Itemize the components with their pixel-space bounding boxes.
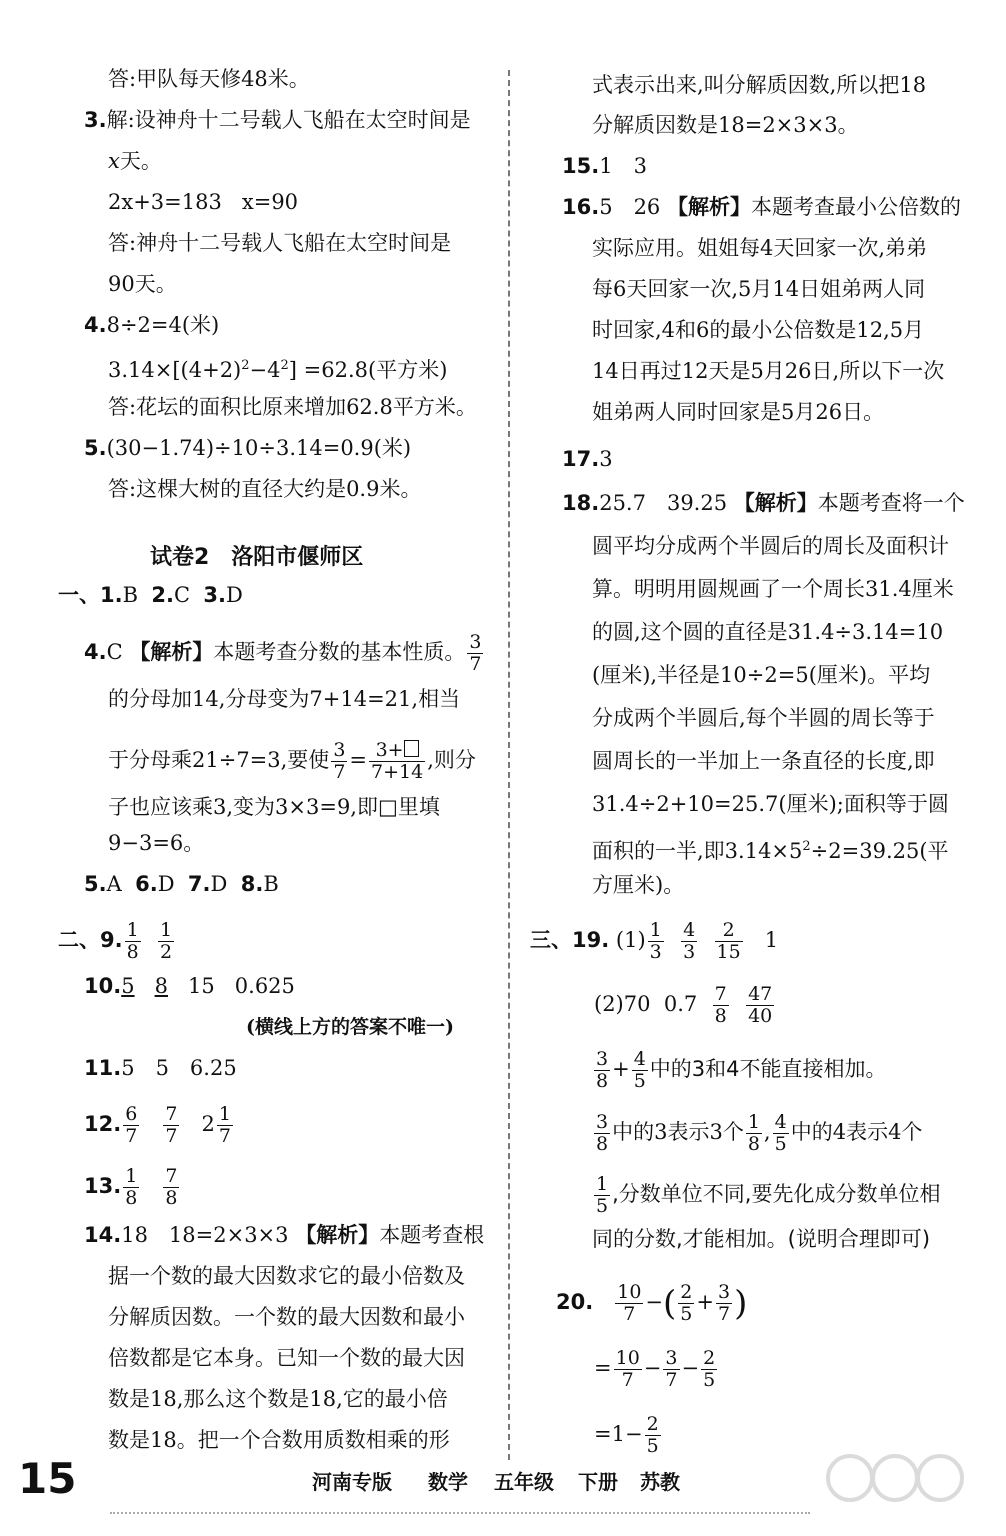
q14-line6: 数是18。把一个合数用质数相乘的形: [108, 1428, 450, 1452]
q-answer: 70: [623, 992, 651, 1016]
numerator: 1: [160, 919, 173, 941]
footer-edition: 苏教: [640, 1470, 680, 1494]
numerator: 7: [714, 983, 727, 1005]
sub-label: (1): [615, 928, 646, 952]
analysis-text: 本题考查分数的基本性质。: [213, 640, 466, 664]
q-answer: 18 18=2×3×3: [121, 1223, 289, 1247]
q16-line3: 每6天回家一次,5月14日姐弟两人同: [592, 277, 926, 301]
q19-line1: [530, 920, 778, 963]
q4c-line3: [108, 740, 476, 783]
text: 面积的一半,即3.14×5: [592, 839, 803, 863]
eq-part: 2x+3=183: [108, 190, 222, 214]
q-number: 16.: [562, 195, 600, 219]
text: 中的3表示3个: [612, 1120, 744, 1144]
footer-decoration: [110, 1512, 810, 1524]
denominator: 7: [165, 1125, 178, 1147]
q4c-line1: [84, 632, 485, 675]
denominator: 7+14: [371, 761, 424, 783]
fraction: [746, 984, 774, 1027]
fraction: [715, 920, 743, 963]
q4c-line2: 的分母加14,分母变为7+14=21,相当: [108, 687, 461, 711]
q-number: 6.: [135, 872, 158, 896]
blank-answer: 8: [154, 974, 168, 998]
section-title: 试卷2 洛阳市偃师区: [150, 545, 364, 570]
part-label: 一、: [58, 583, 100, 607]
q3-line2: [108, 148, 162, 174]
q3-answer2: 90天。: [108, 272, 177, 296]
q-number: 10.: [84, 974, 122, 998]
denominator: 40: [748, 1005, 773, 1027]
sub-label: (2): [594, 992, 624, 1016]
numerator: 3: [469, 631, 482, 653]
numerator: 2: [646, 1413, 659, 1435]
q-answer: D: [210, 872, 228, 896]
fraction: [217, 1104, 233, 1147]
numerator: 1: [596, 1173, 609, 1195]
q3-text: 解:设神舟十二号载人飞船在太空时间是: [106, 108, 471, 132]
q-number: 19.: [572, 928, 610, 952]
q-answer: D: [226, 583, 243, 607]
denominator: 7: [218, 1125, 231, 1147]
q-answer: 15: [188, 974, 215, 998]
fraction: [369, 740, 425, 783]
q19-expl3: [592, 1174, 940, 1217]
denominator: 5: [646, 1435, 659, 1457]
denominator: 7: [333, 761, 346, 783]
q4-number: 4.: [84, 313, 107, 337]
q-number: 18.: [562, 491, 600, 515]
numerator: 7: [165, 1165, 178, 1187]
q18-line5: (厘米),半径是10÷2=5(厘米)。平均: [592, 663, 931, 687]
fraction: [331, 740, 347, 783]
fraction: [678, 1282, 694, 1325]
denominator: 3: [649, 941, 662, 963]
q4-line1: [84, 312, 219, 338]
footer-volume: 下册: [578, 1470, 618, 1494]
q16-line6: 姐弟两人同时回家是5月26日。: [592, 400, 885, 424]
q15-line: [562, 153, 647, 179]
text: 中的3和4不能直接相加。: [649, 1057, 887, 1081]
q-number: 2.: [151, 583, 174, 607]
q-number: 3.: [203, 583, 227, 607]
denominator: 5: [703, 1369, 716, 1391]
q16-line5: 14日再过12天是5月26日,所以下一次: [592, 359, 945, 383]
q-answer: B: [263, 872, 279, 896]
q18-line10: 方厘米)。: [592, 873, 685, 897]
denominator: 15: [716, 941, 741, 963]
fraction: [716, 1282, 732, 1325]
text: ÷2=39.25(平: [810, 839, 949, 863]
q14-line2: 据一个数的最大因数求它的最小倍数及: [108, 1264, 465, 1288]
q5-answer: 答:这棵大树的直径大约是0.9米。: [108, 477, 422, 501]
blank-box: [404, 740, 419, 757]
q4-part: −4: [249, 358, 281, 382]
q-answer: 1 3: [599, 154, 647, 178]
q-answer: C: [106, 640, 123, 664]
q16-line4: 时回家,4和6的最小公倍数是12,5月: [592, 318, 925, 342]
fraction: [163, 1166, 179, 1209]
numerator: 1: [125, 1165, 138, 1187]
fraction: [713, 984, 729, 1027]
q14-line5: 数是18,那么这个数是18,它的最小倍: [108, 1387, 448, 1411]
numerator: 4: [774, 1111, 787, 1133]
numerator: 3: [596, 1111, 609, 1133]
q-answer: C: [173, 583, 191, 607]
fraction: [594, 1174, 610, 1217]
denominator: 7: [623, 1303, 636, 1325]
text: ,: [763, 1120, 771, 1144]
fraction: [163, 1104, 179, 1147]
numerator: 2: [680, 1281, 693, 1303]
fraction: [645, 1414, 661, 1457]
text: 于分母乘21÷7=3,要使: [108, 748, 330, 772]
q-number: 5.: [84, 872, 107, 896]
q16-line1: [562, 194, 961, 220]
fraction: [594, 1112, 610, 1155]
q18-line3: 算。明明用圆规画了一个周长31.4厘米: [592, 577, 954, 601]
footer-region: 河南专版: [312, 1470, 392, 1494]
analysis-text: 本题考查根: [379, 1223, 485, 1247]
q-answer: 0.7: [663, 992, 698, 1016]
fraction: [615, 1282, 643, 1325]
q19-line2: [594, 984, 776, 1027]
fraction: [701, 1348, 717, 1391]
q-number: 15.: [562, 154, 600, 178]
numerator: 3: [333, 739, 346, 761]
denominator: 7: [621, 1369, 634, 1391]
superscript: 2: [802, 839, 811, 854]
page-number: 15: [18, 1454, 77, 1503]
text: 中的4表示4个: [790, 1120, 923, 1144]
denominator: 5: [680, 1303, 693, 1325]
numerator-text: 3+: [375, 739, 404, 761]
numerator: 2: [715, 920, 743, 942]
numerator: 1: [126, 919, 139, 941]
q13-line: [84, 1166, 181, 1209]
superscript: 2: [241, 358, 250, 373]
q9-line: [58, 920, 176, 963]
part-label: 三、: [530, 928, 572, 952]
denominator: 8: [125, 1187, 138, 1209]
denominator: 7: [125, 1125, 138, 1147]
q-number: 11.: [84, 1056, 122, 1080]
fraction: [123, 1166, 139, 1209]
fraction: [594, 1049, 610, 1092]
denominator: 8: [596, 1070, 609, 1092]
q10-note: (横线上方的答案不唯一): [246, 1016, 454, 1038]
column-divider: [508, 70, 510, 1460]
blank-answer: 5: [121, 974, 135, 998]
footer-grade: 五年级: [494, 1470, 554, 1494]
q-number: 13.: [84, 1174, 122, 1198]
numerator: 4: [633, 1048, 646, 1070]
denominator: 2: [160, 941, 173, 963]
superscript: 2: [280, 358, 289, 373]
q-answer: 0.625: [234, 974, 295, 998]
q18-line9: [592, 834, 949, 864]
q3-line: [84, 107, 471, 133]
analysis-tag: 【解析】: [666, 195, 751, 219]
q5-text: (30−1.74)÷10÷3.14=0.9(米): [106, 436, 412, 460]
q18-line4: 的圆,这个圆的直径是31.4÷3.14=10: [592, 620, 944, 644]
denominator: 8: [714, 1005, 727, 1027]
numerator: 6: [125, 1103, 138, 1125]
q3-text2: 天。: [119, 149, 162, 173]
numerator: 7: [165, 1103, 178, 1125]
numerator: 10: [615, 1347, 640, 1369]
r-line2: 分解质因数是18=2×3×3。: [592, 113, 859, 137]
numerator: 3: [718, 1281, 731, 1303]
fraction: [123, 1104, 139, 1147]
q4-line2: [108, 353, 447, 383]
denominator: 8: [747, 1133, 760, 1155]
numerator: 10: [617, 1281, 642, 1303]
left-paren: (: [663, 1283, 677, 1324]
numerator: [369, 740, 425, 762]
analysis-tag: 【解析】: [733, 491, 818, 515]
q3-number: 3.: [84, 108, 107, 132]
analysis-text: 本题考查最小公倍数的: [750, 195, 961, 219]
q5-line1: [84, 435, 411, 461]
numerator: 1: [218, 1103, 231, 1125]
part1-row1: [58, 582, 243, 608]
denominator: 7: [469, 653, 482, 675]
q4-part: 3.14×[(4+2): [108, 358, 242, 382]
q16-line2: 实际应用。姐姐每4天回家一次,弟弟: [592, 236, 928, 260]
var-x: x: [108, 149, 120, 173]
fraction: [158, 920, 174, 963]
text: =1−: [594, 1422, 643, 1446]
right-paren: ): [734, 1283, 748, 1324]
q-answer: 5 26: [599, 195, 661, 219]
answer-line: 答:甲队每天修48米。: [108, 67, 310, 91]
fraction: [681, 920, 697, 963]
fraction: [663, 1348, 679, 1391]
numerator: 47: [748, 983, 773, 1005]
q4-answer: 答:花坛的面积比原来增加62.8平方米。: [108, 395, 477, 419]
q-number: 8.: [240, 872, 264, 896]
analysis-text: 本题考查将一个: [817, 491, 965, 515]
q3-equation: [108, 189, 298, 215]
q3-answer: 答:神舟十二号载人飞船在太空时间是: [108, 231, 452, 255]
q-answer: B: [122, 583, 139, 607]
part1-row2: [84, 871, 279, 897]
numerator: 1: [649, 919, 662, 941]
q-number: 9.: [100, 928, 123, 952]
r-line1: 式表示出来,叫分解质因数,所以把18: [592, 73, 927, 97]
footer-subject: 数学: [428, 1470, 468, 1494]
q10-line: [84, 973, 295, 999]
fraction: [648, 920, 664, 963]
q19-expl1: $\frac{3}{8}$ + $\frac{4}{5}$ 中的3和4不能直接相加。: [596, 1048, 887, 1092]
equals: =: [594, 1356, 612, 1380]
numerator: 3: [665, 1347, 678, 1369]
q-number: 7.: [187, 872, 211, 896]
watermark-logo-icon: [820, 1450, 970, 1510]
part-label: 二、: [58, 928, 100, 952]
text: =: [349, 748, 368, 772]
denominator: 7: [665, 1369, 678, 1391]
q12-line: [84, 1104, 235, 1147]
q18-line7: 圆周长的一半加上一条直径的长度,即: [592, 749, 935, 773]
q-answer: 5 5 6.25: [121, 1056, 237, 1080]
text: ,分数单位不同,要先化成分数单位相: [612, 1182, 941, 1206]
q14-line1: [84, 1222, 484, 1248]
denominator: 5: [774, 1133, 787, 1155]
q18-line1: [562, 490, 965, 516]
text: ,则分: [427, 748, 476, 772]
q17-line: [562, 446, 613, 472]
fraction: [773, 1112, 789, 1155]
fraction: [467, 632, 483, 675]
numerator: 2: [703, 1347, 716, 1369]
denominator: 8: [126, 941, 139, 963]
q4-text: 8÷2=4(米): [106, 313, 220, 337]
q-answer: 25.7 39.25: [599, 491, 728, 515]
denominator: 5: [633, 1070, 646, 1092]
eq-part: x=90: [241, 190, 299, 214]
q20-line2: = $\frac{10}{7}$ − $\frac{3}{7}$ − $\frac{2}{5}$: [594, 1347, 716, 1391]
q5-number: 5.: [84, 436, 107, 460]
q-number: 17.: [562, 447, 600, 471]
numerator: 1: [747, 1111, 760, 1133]
fraction: [746, 1112, 762, 1155]
q18-line8: 31.4÷2+10=25.7(厘米);面积等于圆: [592, 792, 949, 816]
analysis-tag: 【解析】: [129, 640, 214, 664]
q-answer: D: [157, 872, 175, 896]
q14-line4: 倍数都是它本身。已知一个数的最大因: [108, 1346, 465, 1370]
q-answer: 1: [764, 928, 779, 952]
q18-line2: 圆平均分成两个半圆后的周长及面积计: [592, 534, 949, 558]
denominator: 7: [718, 1303, 731, 1325]
q-number: 14.: [84, 1223, 122, 1247]
q-number: 20.: [556, 1290, 594, 1314]
q20-line3: [594, 1414, 663, 1457]
q4c-line4: 子也应该乘3,变为3×3=9,即□里填: [108, 795, 440, 819]
q19-expl4: 同的分数,才能相加。(说明合理即可): [592, 1227, 931, 1251]
q14-line3: 分解质因数。一个数的最大因数和最小: [108, 1305, 465, 1329]
denominator: 8: [165, 1187, 178, 1209]
numerator: 3: [596, 1048, 609, 1070]
analysis-tag: 【解析】: [295, 1223, 380, 1247]
q-answer: A: [106, 872, 122, 896]
q-number: 4.: [84, 640, 107, 664]
q-number: 12.: [84, 1112, 122, 1136]
denominator: 5: [596, 1195, 609, 1217]
q18-line6: 分成两个半圆后,每个半圆的周长等于: [592, 706, 935, 730]
whole-part: 2: [201, 1112, 215, 1136]
numerator: 4: [683, 919, 696, 941]
fraction: [632, 1049, 648, 1092]
q19-expl2: [592, 1112, 922, 1155]
q20-line1: 20. $\frac{10}{7}$ −( $\frac{2}{5}$ + $\frac{3}{7}$ ): [556, 1281, 748, 1325]
denominator: 8: [596, 1133, 609, 1155]
fraction: [125, 920, 141, 963]
denominator: 3: [683, 941, 696, 963]
q11-line: [84, 1055, 237, 1081]
q4-part: ] =62.8(平方米): [288, 358, 448, 382]
fraction: [614, 1348, 642, 1391]
q4c-line5: 9−3=6。: [108, 831, 205, 855]
q-answer: 3: [599, 447, 613, 471]
q-number: 1.: [100, 583, 123, 607]
